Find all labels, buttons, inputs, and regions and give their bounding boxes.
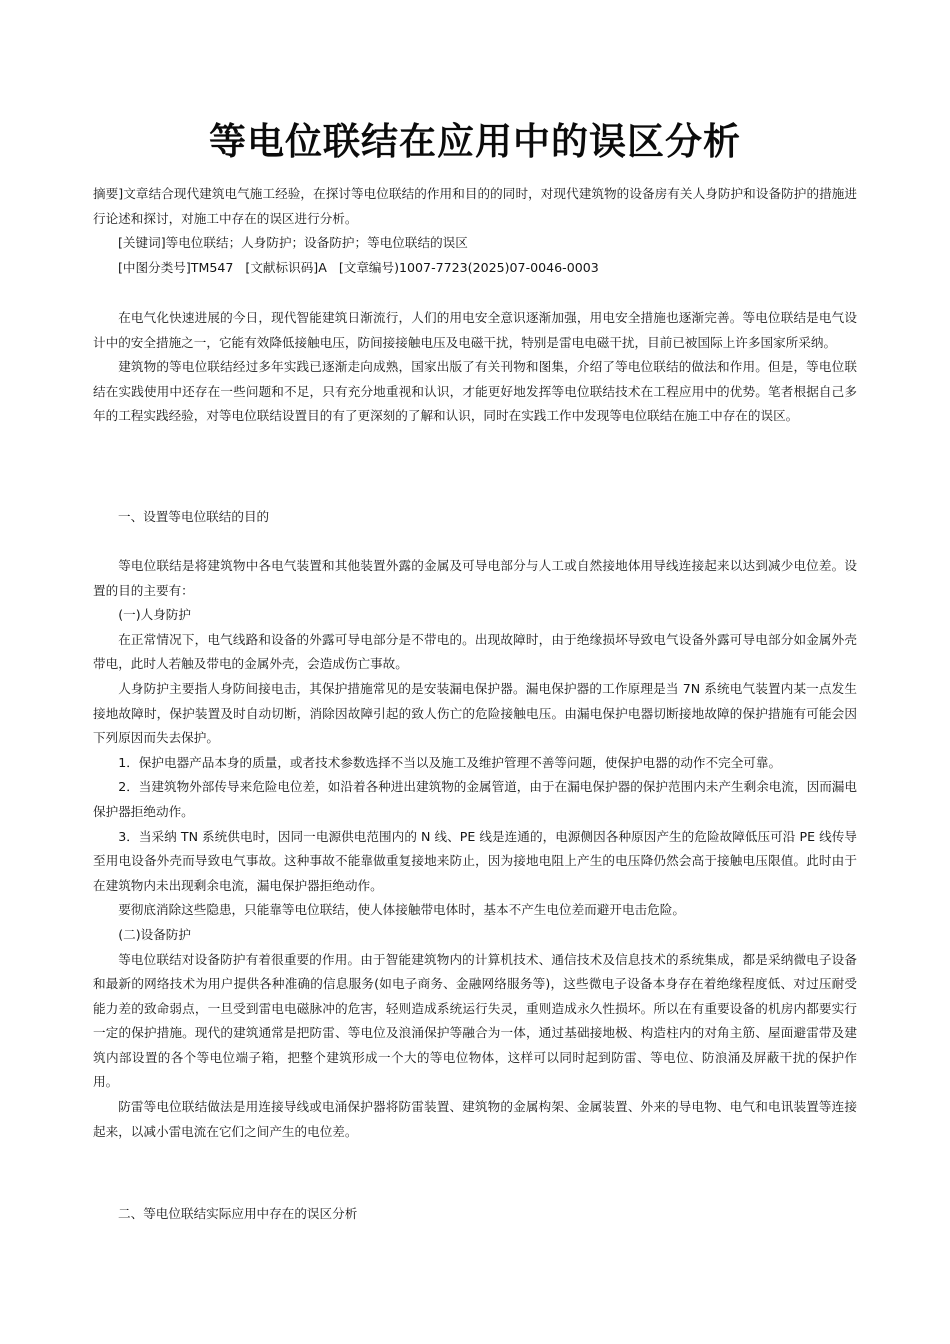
section-1-body — [93, 554, 857, 1144]
section-2-heading: 二、等电位联结实际应用中存在的误区分析 — [118, 1206, 358, 1221]
intro-paragraph-1: 在电气化快速进展的今日，现代智能建筑日渐流行，人们的用电安全意识逐渐加强，用电安全措施也逐渐完善。等电位联结是电气设计中的安全措施之一，它能有效降低接触电压，防间接接触电压及电磁干扰，特别是雷电电磁干扰，目前已被国际上许多国家所采纳。 — [93, 310, 857, 350]
abstract-paragraph — [93, 182, 857, 231]
keywords-line: [关键词]等电位联结；人身防护；设备防护；等电位联结的误区 — [118, 235, 468, 250]
intro-section — [93, 306, 857, 429]
subsection-1-item-2: 2．当建筑物外部传导来危险电位差，如沿着各种进出建筑物的金属管道，由于在漏电保护器的保护范围内未产生剩余电流，因而漏电保护器拒绝动作。 — [93, 779, 857, 819]
subsection-1-paragraph-1: 在正常情况下，电气线路和设备的外露可导电部分是不带电的。出现故障时，由于绝缘损坏导致电气设备外露可导电部分如金属外壳带电，此时人若触及带电的金属外壳，会造成伤亡事故。 — [93, 631, 857, 672]
subsection-2-heading: (二)设备防护 — [118, 926, 191, 942]
intro-paragraph-2: 建筑物的等电位联结经过多年实践已逐渐走向成熟，国家出版了有关刊物和图集，介绍了等电位联结的做法和作用。但是，等电位联结在实践使用中还存在一些问题和不足，只有充分地重视和认识，才能更好地发挥等电位联结技术在工程应用中的优势。笔者根据自己多年的工程实践经验，对等电位联结设置目的有了更深刻的了解和认识，同时在实践工作中发现等电位联结在施工中存在的误区。 — [93, 359, 857, 424]
subsection-2-paragraph-2: 防雷等电位联结做法是用连接导线或电涌保护器将防雷装置、建筑物的金属构架、金属装置、外来的导电物、电气和电讯装置等连接起来，以减小雷电流在它们之间产生的电位差。 — [93, 1099, 857, 1139]
abstract-text: 摘要]文章结合现代建筑电气施工经验，在探讨等电位联结的作用和目的的同时，对现代建筑物的设备房有关人身防护和设备防护的措施进行论述和探讨，对施工中存在的误区进行分析。 — [93, 186, 857, 226]
subsection-1-paragraph-2: 人身防护主要指人身防间接电击，其保护措施常见的是安装漏电保护器。漏电保护器的工作原理是当 7N 系统电气装置内某一点发生接地故障时，保护装置及时自动切断，消除因故障引起的致人伤亡的危险接触电压。由漏电保护电器切断接地故障的保护措施有可能会因下列原因而失去保护。 — [93, 680, 857, 746]
subsection-1-item-3: 3．当采纳 TN 系统供电时，因同一电源供电范围内的 N 线、PE 线是连通的，电源侧因各种原因产生的危险故障低压可沿 PE 线传导至用电设备外壳而导致电气事故。这种事故不能靠做重复接地来防止，因为接地电阻上产生的电压降仍然会高于接触电压限值。此时由于在建筑物内未出现剩余电流，漏电保护器拒绝动作。 — [93, 828, 857, 893]
subsection-1-item-1: 1．保护电器产品本身的质量，或者技术参数选择不当以及施工及维护管理不善等问题，使保护电器的动作不完全可靠。 — [118, 754, 782, 770]
section-1-heading: 一、设置等电位联结的目的 — [118, 509, 270, 524]
document-title: 等电位联结在应用中的误区分析 — [209, 120, 741, 163]
subsection-2-paragraph-1: 等电位联结对设备防护有着很重要的作用。由于智能建筑物内的计算机技术、通信技术及信息技术的系统集成，都是采纳微电子设备和最新的网络技术为用户提供各种准确的信息服务(如电子商务、金融网络服务等)，这些微电子设备本身存在着绝缘程度低、对过压耐受能力差的致命弱点，一旦受到雷电电磁脉冲的危害，轻则造成系统运行失灵，重则造成永久性损坏。所以在有重要设备的机房内都要实行一定的保护措施。现代的建筑通常是把防雷、等电位及浪涌保护等融合为一体，通过基础接地极、构造柱内的对角主筋、屋面避雷带及建筑内部设置的各个等电位端子箱，把整个建筑形成一个大的等电位物体，这样可以同时起到防雷、等电位、防浪涌及屏蔽干扰的保护作用。 — [93, 951, 857, 1090]
subsection-1-conclusion: 要彻底消除这些隐患，只能靠等电位联结，使人体接触带电体时，基本不产生电位差而避开电击危险。 — [118, 902, 685, 918]
section-1-intro: 等电位联结是将建筑物中各电气装置和其他装置外露的金属及可导电部分与人工或自然接地体用导线连接起来以达到减少电位差。设置的目的主要有： — [93, 558, 857, 598]
classification-line: [中图分类号]TM547 [文献标识码]A [文章编号)1007-7723(2025)07-0046-0003 — [118, 260, 599, 275]
subsection-1-heading: (一)人身防护 — [118, 607, 191, 623]
